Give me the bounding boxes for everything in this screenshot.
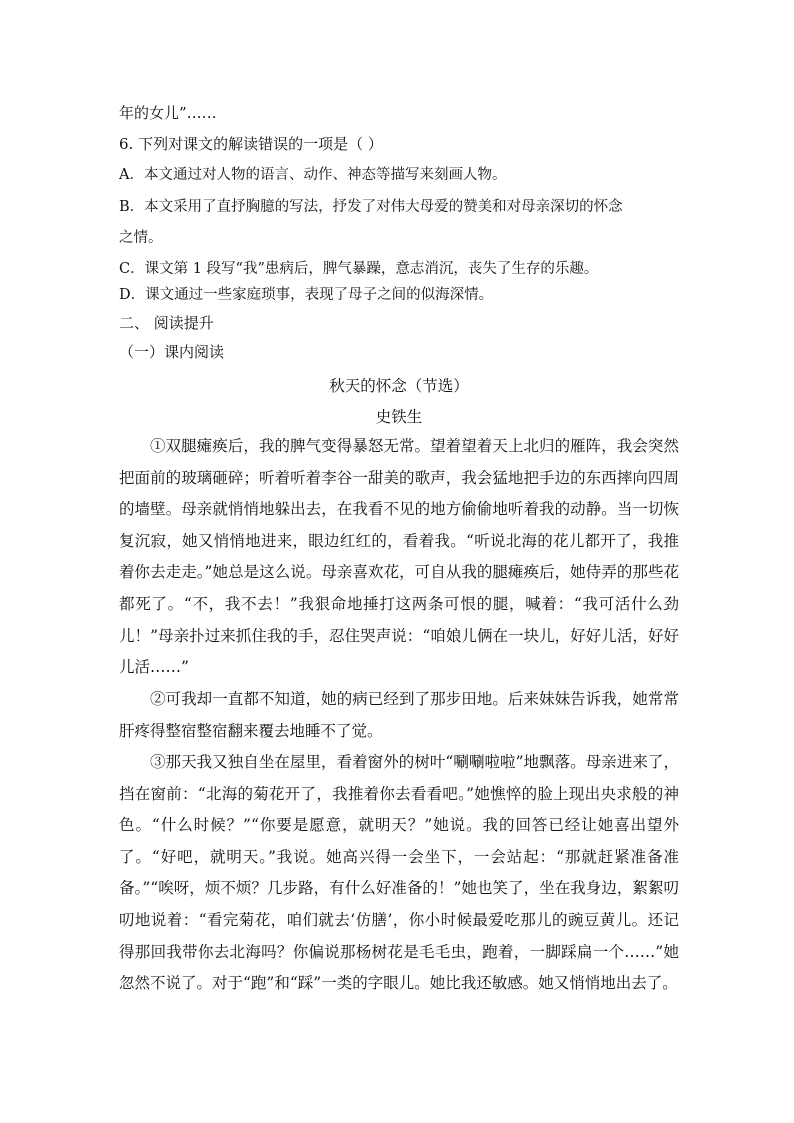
article-paragraph-3: ③那天我又独自坐在屋里，看着窗外的树叶“唰唰啦啦”地飘落。母亲进来了，挡在窗前：“北海的菊花开了，我推着你去看看吧。”她憔悴的脸上现出央求般的神色。“什么时候？”“你要是愿意，就明天？”她说。我的回答已经让她喜出望外了。“好吧，就明天。”我说。她高兴得一会坐下，一会站起：“那就赶紧准备准备。”“唉呀，烦不烦？几步路，有什么好准备的！”她也笑了，坐在我身边，絮絮叨叨地说着：“看完菊花，咱们就去‘仿膳’，你小时候最爱吃那儿的豌豆黄儿。还记得那回我带你去北海吗？你偏说那杨树花是毛毛虫，跑着，一脚踩扁一个……”她忽然不说了。对于“跑”和“踩”一类的字眼儿。她比我还敏感。她又悄悄地出去了。: [119, 753, 679, 993]
question-6-stem: 6. 下列对课文的解读错误的一项是（ ）: [119, 135, 383, 153]
subsection-heading: （一）课内阅读: [119, 343, 225, 361]
question-6-option-b-continued: 之情。: [119, 230, 163, 246]
question-6-option-b: B．本文采用了直抒胸臆的写法，抒发了对伟大母爱的赞美和对母亲深切的怀念: [119, 199, 623, 215]
article-author: 史铁生: [375, 408, 423, 426]
previous-text-fragment: 年的女儿”……: [119, 104, 217, 122]
section-heading: 二、 阅读提升: [119, 314, 214, 332]
article-paragraph-1: ①双腿瘫痪后，我的脾气变得暴怒无常。望着望着天上北归的雁阵，我会突然把面前的玻璃砸碎；听着听着李谷一甜美的歌声，我会猛地把手边的东西摔向四周的墙壁。母亲就悄悄地躲出去，在我看不见的地方偷偷地听着我的动静。当一切恢复沉寂，她又悄悄地进来，眼边红红的，看着我。“听说北海的花儿都开了，我推着你去走走。”她总是这么说。母亲喜欢花，可自从我的腿瘫痪后，她侍弄的那些花都死了。“不，我不去！”我狠命地捶打这两条可恨的腿，喊着：“我可活什么劲儿！”母亲扑过来抓住我的手，忍住哭声说：“咱娘儿俩在一块儿，好好儿活，好好儿活……”: [119, 437, 679, 677]
article-title: 秋天的怀念（节选）: [329, 377, 469, 395]
article-paragraph-2: ②可我却一直都不知道，她的病已经到了那步田地。后来妹妹告诉我，她常常肝疼得整宿整宿翻来覆去地睡不了觉。: [119, 690, 679, 740]
question-6-option-a: A．本文通过对人物的语言、动作、神态等描写来刻画人物。: [119, 167, 507, 183]
question-6-option-d: D．课文通过一些家庭琐事，表现了母子之间的似海深情。: [119, 287, 494, 303]
question-6-option-c: C．课文第 1 段写“我”患病后，脾气暴躁，意志消沉，丧失了生存的乐趣。: [119, 261, 599, 277]
